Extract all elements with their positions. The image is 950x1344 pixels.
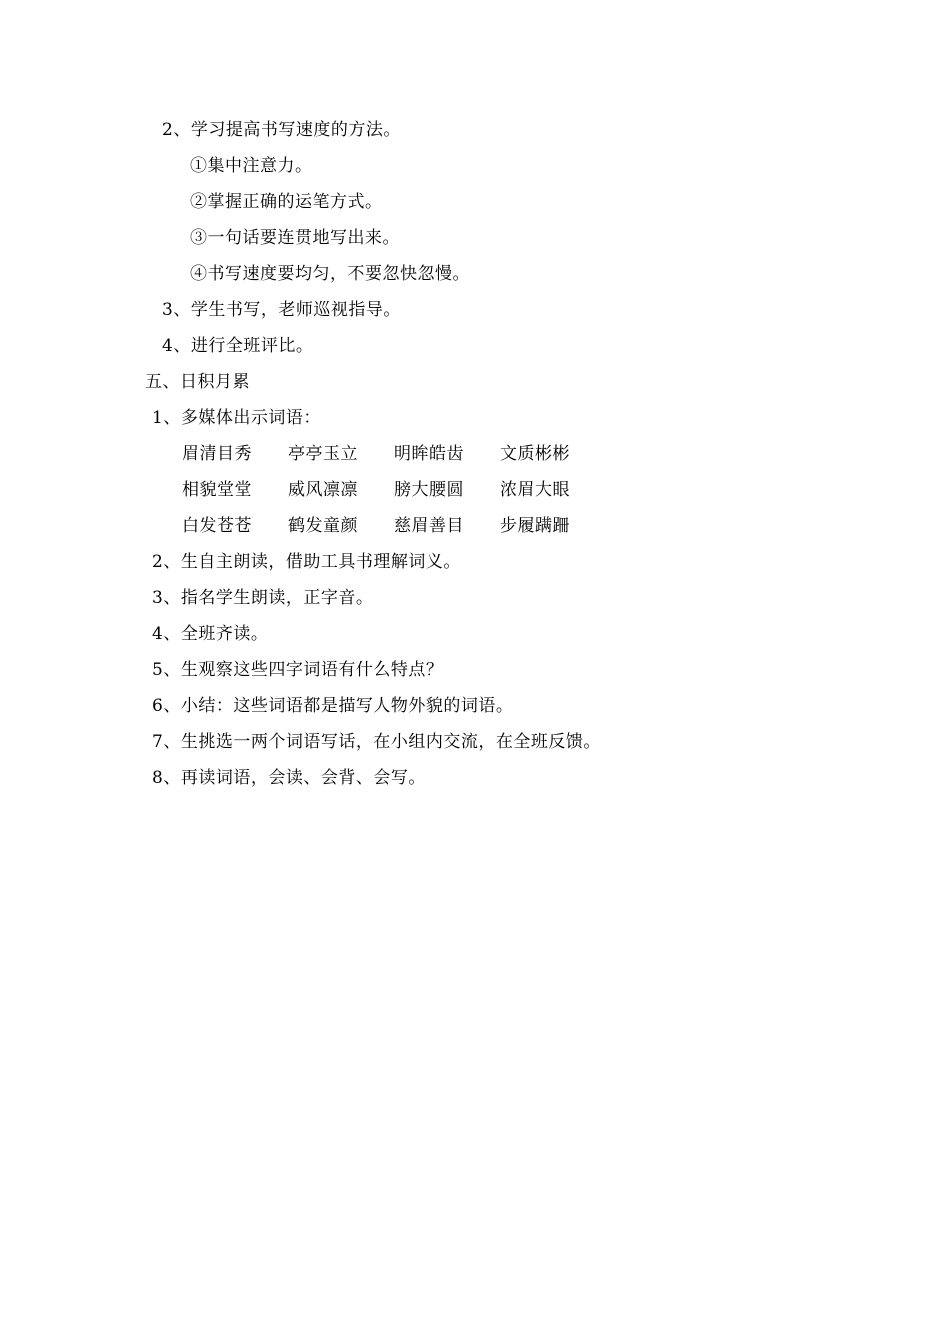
step-2-writing-speed: 2、学习提高书写速度的方法。: [162, 120, 401, 140]
step-4-class-evaluation: 4、进行全班评比。: [162, 336, 314, 356]
item-2-self-reading: 2、生自主朗读，借助工具书理解词义。: [152, 552, 461, 572]
item-4-class-reading: 4、全班齐读。: [152, 624, 269, 644]
word-cell: 明眸皓齿: [394, 444, 464, 464]
item-6-summary: 6、小结：这些词语都是描写人物外貌的词语。: [152, 696, 514, 716]
word-cell: 亭亭玉立: [288, 444, 358, 464]
item-3-named-reading: 3、指名学生朗读，正字音。: [152, 588, 374, 608]
tip-1: ①集中注意力。: [190, 156, 313, 176]
word-cell: 白发苍苍: [182, 516, 252, 536]
word-cell: 眉清目秀: [182, 444, 252, 464]
word-cell: 鹤发童颜: [288, 516, 358, 536]
word-cell: 文质彬彬: [500, 444, 570, 464]
word-cell: 浓眉大眼: [500, 480, 570, 500]
word-cell: 相貌堂堂: [182, 480, 252, 500]
section-heading-5: 五、日积月累: [145, 372, 250, 392]
word-cell: 步履蹒跚: [500, 516, 570, 536]
item-7-write-sentences: 7、生挑选一两个词语写话，在小组内交流，在全班反馈。: [152, 732, 601, 752]
step-3-student-writing: 3、学生书写，老师巡视指导。: [162, 300, 401, 320]
item-8-reread: 8、再读词语，会读、会背、会写。: [152, 768, 426, 788]
word-cell: 膀大腰圆: [394, 480, 464, 500]
tip-2: ②掌握正确的运笔方式。: [190, 192, 383, 212]
tip-3: ③一句话要连贯地写出来。: [190, 228, 400, 248]
tip-4: ④书写速度要均匀，不要忽快忽慢。: [190, 264, 470, 284]
item-1-show-words: 1、多媒体出示词语：: [152, 408, 321, 428]
item-5-observe: 5、生观察这些四字词语有什么特点？: [152, 660, 444, 680]
word-cell: 慈眉善目: [394, 516, 464, 536]
word-cell: 威风凛凛: [288, 480, 358, 500]
